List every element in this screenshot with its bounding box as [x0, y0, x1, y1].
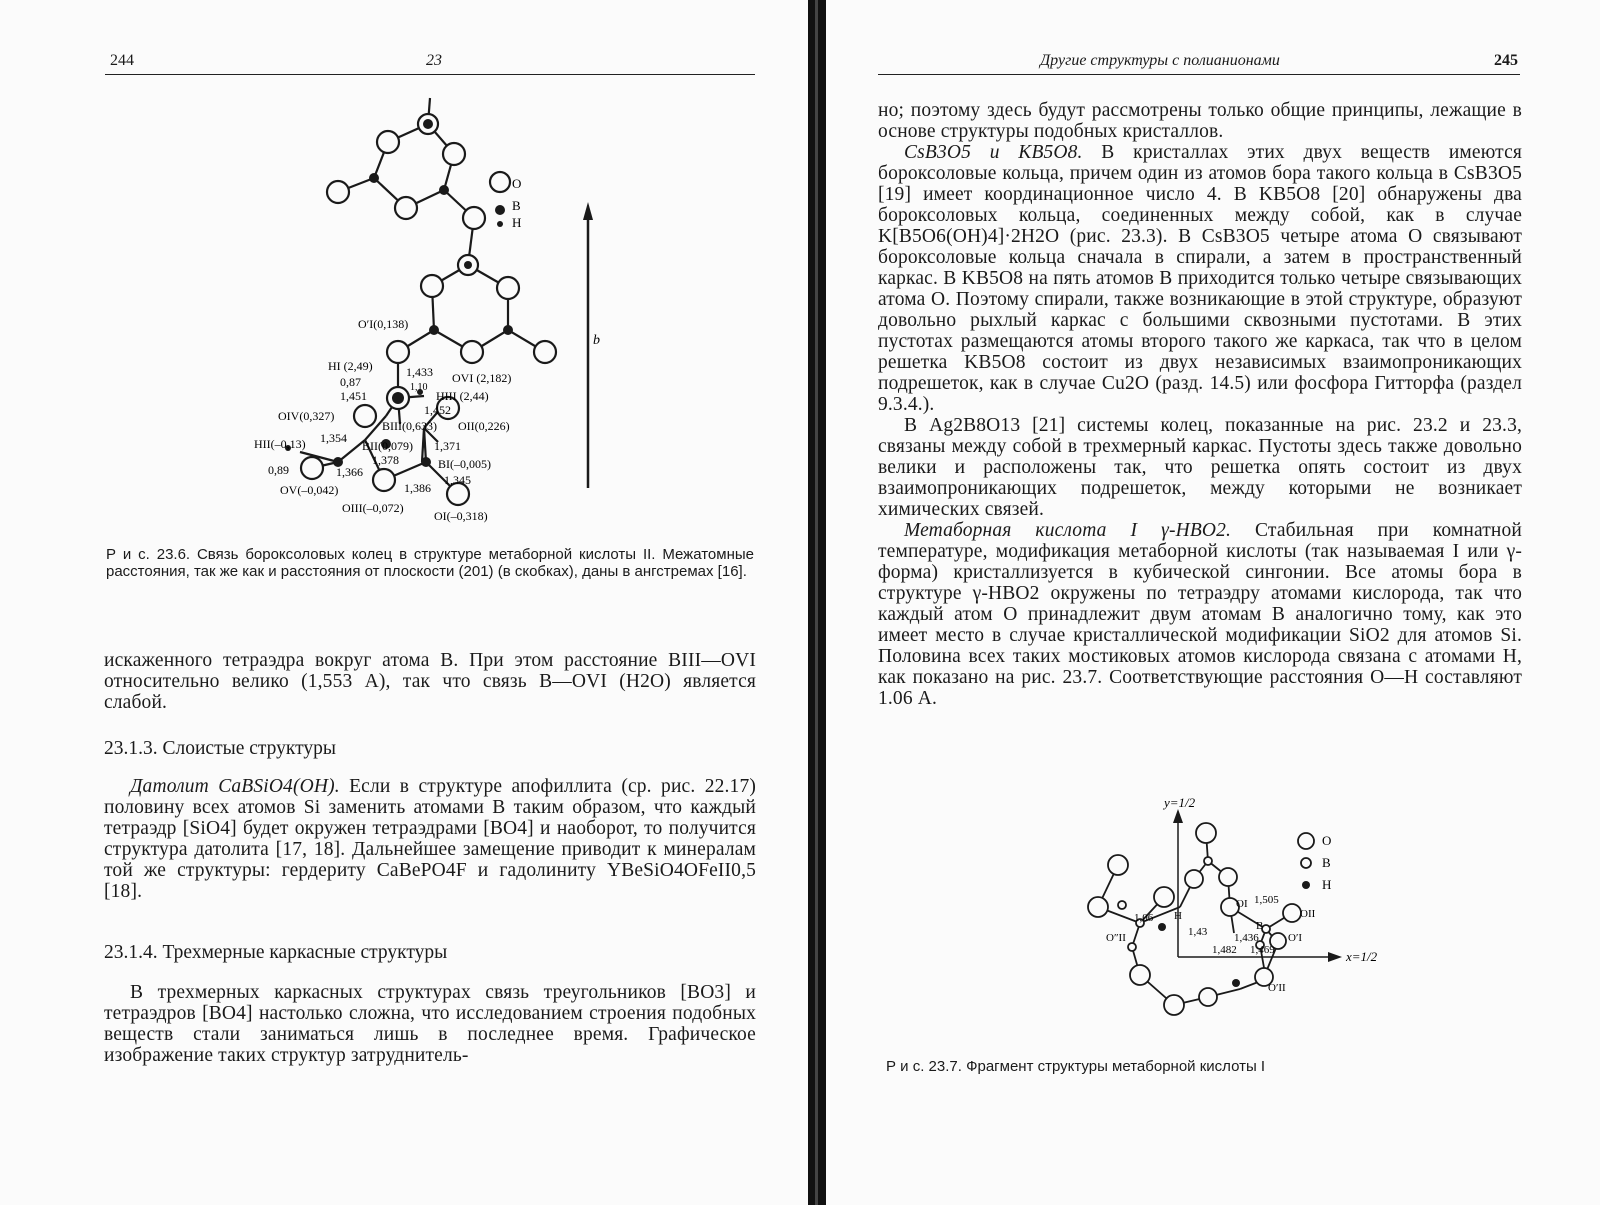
- right-para-2: В кристаллах этих двух веществ имеются бороксоловые кольца, причем один из атомов бора такого кольца в CsB3O5 [19] имеет координационное число 4. В KB5O8 [20] обнаружены два бороксоловых кольца, соединенных между собой, как в случае K[B5O6(OH)4]·2H2O (рис. 23.3). В CsB3O5 четыре атома O связывают бороксоловые кольца сначала в спирали, а затем в пространственный каркас. В KB5O8 на пять атомов В приходится только четыре связывающих атома O. Поэтому спирали, также возникающие в этой структуре, образуют довольно рыхлый каркас с большими сквозными пустотами. В этих пустотах размещаются атомы второго такого же каркаса, так что в целом решетка KB5O8 состоит из двух независимых взаимопроникающих подрешеток, как в случае Cu2O (разд. 14.5) или фосфора Гитторфа (раздел 9.3.4.).: [878, 142, 1522, 415]
- label-d143: 1,43: [1188, 926, 1208, 938]
- running-header-right: Другие структуры с полианионами: [1040, 52, 1280, 69]
- datolite-title: Датолит CaBSiO4(OH).: [130, 776, 340, 797]
- label-oii-prime: O′II: [1268, 982, 1286, 994]
- legend-h: H: [512, 215, 522, 230]
- label-oii-dprime: O″II: [1106, 932, 1126, 944]
- header-rule-right: [878, 74, 1520, 75]
- label-oi: OI(–0,318): [434, 509, 488, 523]
- label-b-right: B: [1256, 920, 1264, 932]
- left-para-2: [104, 776, 756, 902]
- label-d1366: 1,366: [336, 465, 363, 479]
- label-d1436: 1,436: [1234, 932, 1259, 944]
- legend-h-right: H: [1322, 877, 1332, 892]
- label-biii: BIII(0,633): [382, 419, 437, 433]
- label-h-right: H: [1174, 910, 1182, 922]
- metaboric-title: Метаборная кислота I γ-HBO2.: [904, 520, 1232, 541]
- label-d1451: 1,451: [340, 389, 367, 403]
- label-oii-right: OII: [1300, 908, 1316, 920]
- label-oii: OII(0,226): [458, 419, 510, 433]
- y-axis-label: y=1/2: [1164, 795, 1196, 810]
- left-para-1-text: искаженного тетраэдра вокруг атома В. При этом расстояние BIII—OVI относительно велико (1,553 А), так что связь В—OVI (H2O) является слабой.: [104, 650, 756, 713]
- legend-o: O: [512, 176, 522, 191]
- csb3o5-title: CsB3O5 и KB5O8.: [904, 142, 1083, 163]
- label-d089: 0,89: [268, 463, 289, 477]
- section-23-1-3: 23.1.3. Слоистые структуры: [104, 738, 336, 759]
- figure-23-7-caption: Р и с. 23.7. Фрагмент структуры метаборной кислоты I: [886, 1058, 1266, 1075]
- label-d1452: 1,452: [424, 403, 451, 417]
- label-oiv: OIV(0,327): [278, 409, 335, 423]
- label-hiii: HIII (2,44): [436, 389, 489, 403]
- header-rule-left: [105, 74, 755, 75]
- label-d106: 1,06: [1134, 912, 1154, 924]
- label-oi-prime: O′I(0,138): [358, 317, 409, 331]
- left-para-2-text: Если в структуре апофиллита (ср. рис. 22.17) половину всех атомов Si заменить атомами В таким образом, что каждый тетраэдр [SiO4] будет окружен тетраэдрами [BO4] и наоборот, то получится структура датолита [17, 18]. Дальнейшее замещение приводит к минералам той же структуры: гердериту CaBePO4F и гадолиниту YBeSiO4OFeII0,5 [18].: [104, 776, 756, 902]
- legend-b: B: [512, 198, 521, 213]
- right-para-1: но; поэтому здесь будут рассмотрены только общие принципы, лежащие в основе структуры подобных кристаллов.: [878, 100, 1522, 142]
- label-d1345: 1,345: [444, 473, 471, 487]
- label-hii: HII(–0,13): [254, 437, 306, 451]
- figure-23-6: [240, 90, 620, 530]
- label-d1386: 1,386: [404, 481, 431, 495]
- label-d087: 0,87: [340, 375, 361, 389]
- label-d1371: 1,371: [434, 439, 461, 453]
- right-para-3: В Ag2B8O13 [21] системы колец, показанные на рис. 23.2 и 23.3, связаны между собой в трехмерный каркас. Пустоты здесь также довольно велики и расположены так, что решетка опять состоит из двух взаимопроникающих подрешеток, между которыми не возникает химических связей.: [878, 415, 1522, 520]
- legend-o-right: O: [1322, 833, 1332, 848]
- label-oi-prime-right: O′I: [1288, 932, 1303, 944]
- book-gutter: [808, 0, 826, 1205]
- label-d1433: 1,433: [406, 365, 433, 379]
- left-para-1: [104, 650, 756, 713]
- label-d1469: 1,469: [1250, 944, 1275, 956]
- figure-23-6-caption: Р и с. 23.6. Связь бороксоловых колец в структуре метаборной кислоты II. Межатомные расстояния, так же как и расстояния от плоскости (201) (в скобках), даны в ангстремах [16].: [106, 546, 754, 580]
- b-axis-label: b: [593, 333, 600, 348]
- x-axis-label: x=1/2: [1346, 949, 1378, 964]
- label-oiii: OIII(–0,072): [342, 501, 404, 515]
- label-d1482: 1,482: [1212, 944, 1237, 956]
- label-ov: OV(–0,042): [280, 483, 339, 497]
- label-bi: BI(–0,005): [438, 457, 491, 471]
- label-d1505: 1,505: [1254, 894, 1279, 906]
- label-d1378: 1,378: [372, 453, 399, 467]
- page-number-right: 245: [1494, 52, 1518, 69]
- label-bii: BII(0,079): [362, 439, 413, 453]
- left-para-3-text: В трехмерных каркасных структурах связь треугольников [BO3] и тетраэдров [BO4] настолько сложна, что исследованием строения подобных веществ стали заниматься лишь в последнее время. Графическое изображение таких структур затруднитель-: [104, 982, 756, 1066]
- label-d110: 1,10: [410, 382, 428, 393]
- legend-b-right: B: [1322, 855, 1331, 870]
- label-ovi: OVI (2,182): [452, 371, 512, 385]
- page-number-left: 244: [110, 52, 134, 69]
- section-23-1-4: 23.1.4. Трехмерные каркасные структуры: [104, 942, 448, 963]
- label-d1354: 1,354: [320, 431, 347, 445]
- right-page: [826, 0, 1600, 1205]
- label-hi: HI (2,49): [328, 359, 373, 373]
- label-oi-right: OI: [1236, 898, 1248, 910]
- chapter-number: 23: [426, 52, 442, 69]
- left-para-3: [104, 982, 756, 1066]
- right-para-4: Стабильная при комнатной температуре, модификация метаборной кислоты (так называемая I или γ-форма) кристаллизуется в кубической сингонии. Все атомы бора в структуре γ-HBO2 окружены по тетраэдру атомами кислорода, так что каждый атом O принадлежит двум атомам В аналогично тому, как это имеет место в случае кристаллической модификации SiO2 для атомов Si. Половина всех таких мостиковых атомов кислорода связана с атомами H, как показано на рис. 23.7. Соответствующие расстояния O—H составляют 1.06 А.: [878, 520, 1522, 709]
- figure-23-7: [1046, 795, 1386, 1035]
- right-text-block: [878, 100, 1522, 709]
